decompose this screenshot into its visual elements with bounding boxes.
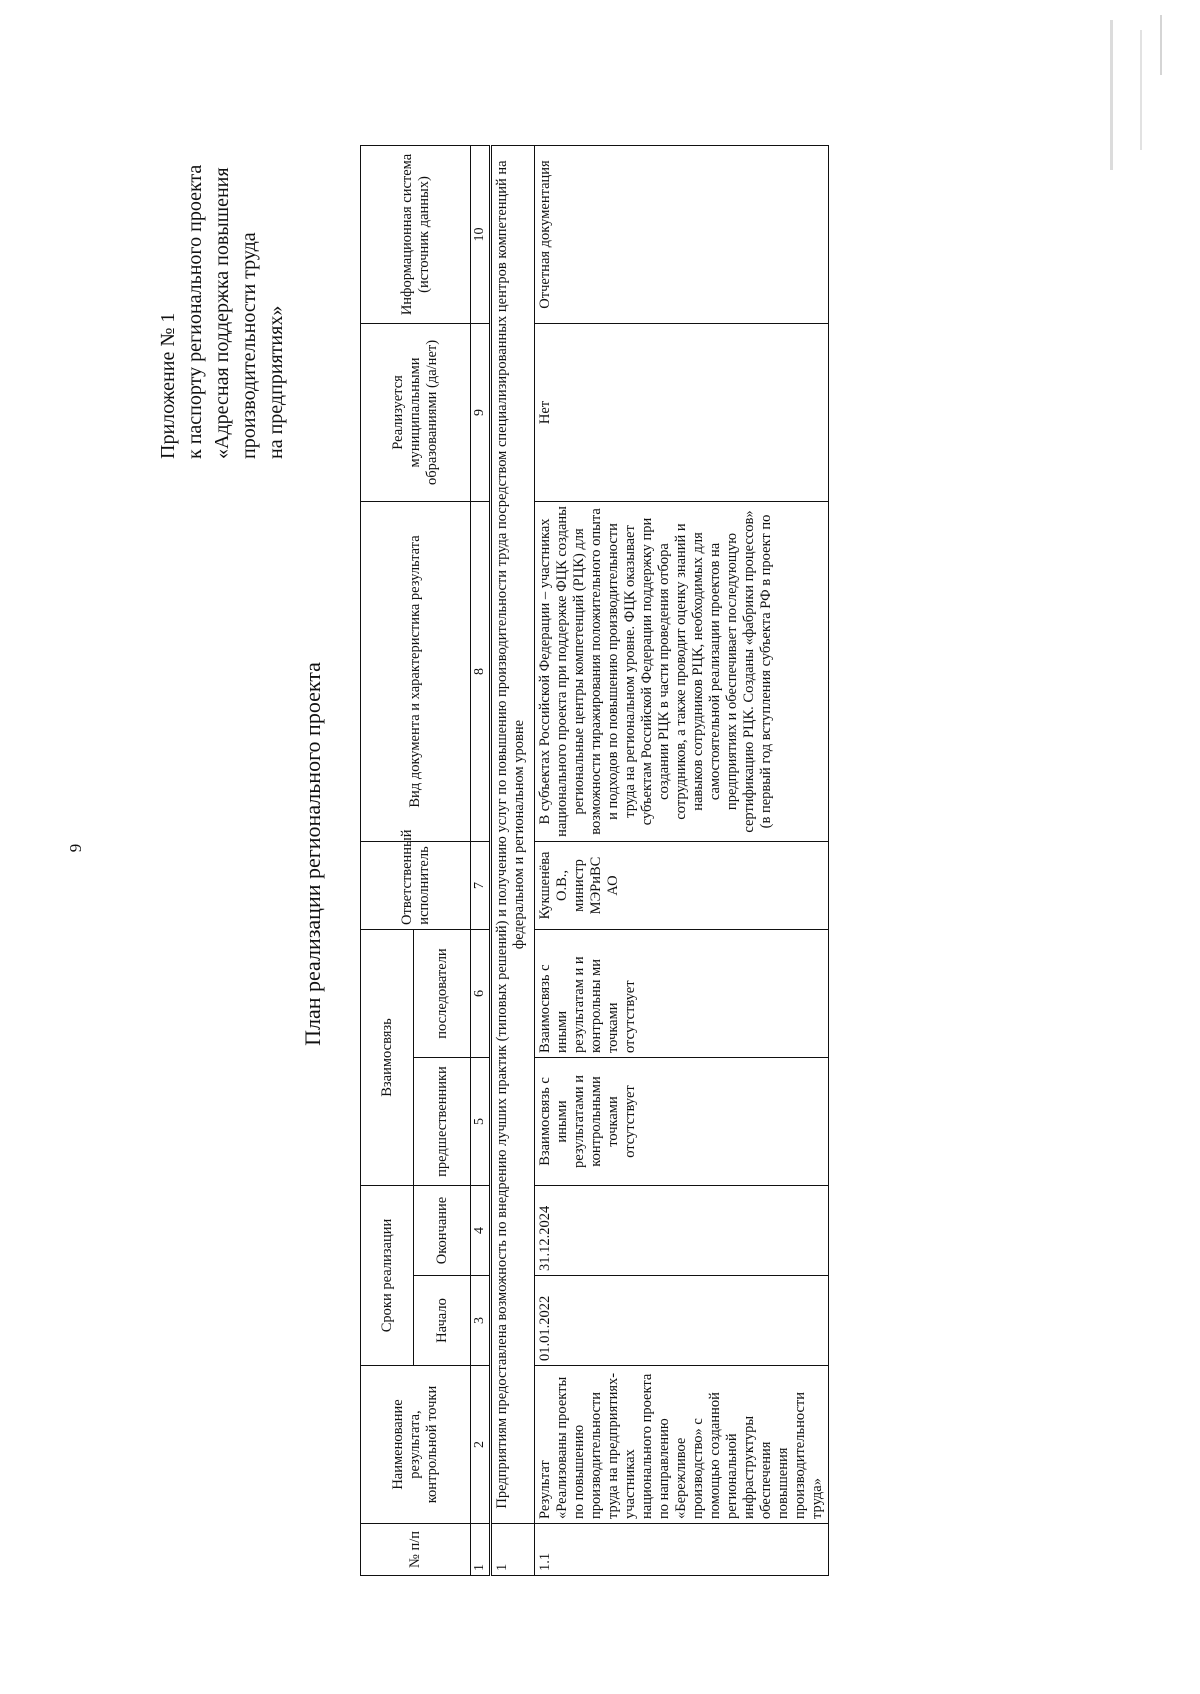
result-description: В субъектах Российской Федерации – участниках национального проекта при поддержке ФЦК созданы региональные центры компетенций (РЦК) для возможности тиражирования положительного опыта и подходов по повышению производительности труда на региональном уровне. ФЦК оказывает субъектам Российской Федерации поддержку при создании РЦК в части проведения отбора сотрудников, а также проводит оценку знаний и навыков сотрудников РЦК, необходимых для самостоятельной реализации проектов на предприятиях и обеспечивает последующую сертификацию РЦК. Созданы «фабрики процессов» (в первый год вступления субъекта РФ в проект по [535,501,829,841]
successors-cell: Взаимосвязь с иными результатам и и контрольны ми точками отсутствует [535,929,829,1057]
section-row [491,145,535,1575]
header-predecessors: предшественники [414,1058,471,1186]
column-number: 3 [471,1276,491,1366]
section-text: Предприятиям предоставлена возможность по внедрению лучших практик (типовых решений) и получению услуг по повышению производительности труда посредством специализированных центров компетенций на федеральном и региональном уровне [491,145,535,1523]
document-title: План реализации регионального проекта [300,662,325,1046]
start-date: 01.01.2022 [535,1276,829,1366]
responsible-cell: Кукшенёва О.В., министр МЭРиВС АО [535,841,829,929]
column-number: 8 [471,501,491,841]
predecessors-cell: Взаимосвязь с иными результатами и контрольными точками отсутствует [535,1058,829,1186]
header-successors: последователи [414,929,471,1057]
appendix-line: производительности труда [238,232,260,459]
page-number: 9 [66,843,85,853]
column-number: 10 [471,145,491,323]
column-number: 7 [471,841,491,929]
header-municipal: Реализуется муниципальными образованиями (да/нет) [361,323,471,501]
header-terms: Сроки реализации [361,1186,414,1366]
appendix-line: к паспорту регионального проекта [184,164,206,459]
table-row [535,145,829,1575]
section-num: 1 [491,1524,535,1576]
landscape-page [0,14,1200,1694]
appendix-line: «Адресная поддержка повышения [211,167,233,459]
appendix-line: на предприятиях» [265,305,287,459]
header-num: № п/п [361,1524,471,1576]
appendix-block [155,39,290,459]
column-number: 5 [471,1058,491,1186]
header-info-system: Информационная система (источник данных) [361,145,471,323]
column-number: 2 [471,1366,491,1524]
appendix-line: Приложение № 1 [157,312,179,459]
header-end: Окончание [414,1186,471,1276]
column-number: 1 [471,1524,491,1576]
header-start: Начало [414,1276,471,1366]
column-number-row [471,145,491,1575]
result-name: Результат «Реализованы проекты по повышению производительности труда на предприятиях-участниках национального проекта по направлению «Бережливое производство» с помощью созданной региональной инфраструктуры обеспечения повышения производительности труда» [535,1366,829,1524]
info-system-cell: Отчетная документация [535,145,829,323]
end-date: 31.12.2024 [535,1186,829,1276]
header-name: Наименование результата, контрольной точки [361,1366,471,1524]
column-number: 4 [471,1186,491,1276]
column-number: 9 [471,323,491,501]
row-num: 1.1 [535,1524,829,1576]
implementation-plan-table [360,145,829,1576]
header-relation: Взаимосвязь [361,929,414,1185]
header-responsible: Ответственный исполнитель [361,841,471,929]
municipal-cell: Нет [535,323,829,501]
column-number: 6 [471,929,491,1057]
header-doc-type: Вид документа и характеристика результата [361,501,471,841]
